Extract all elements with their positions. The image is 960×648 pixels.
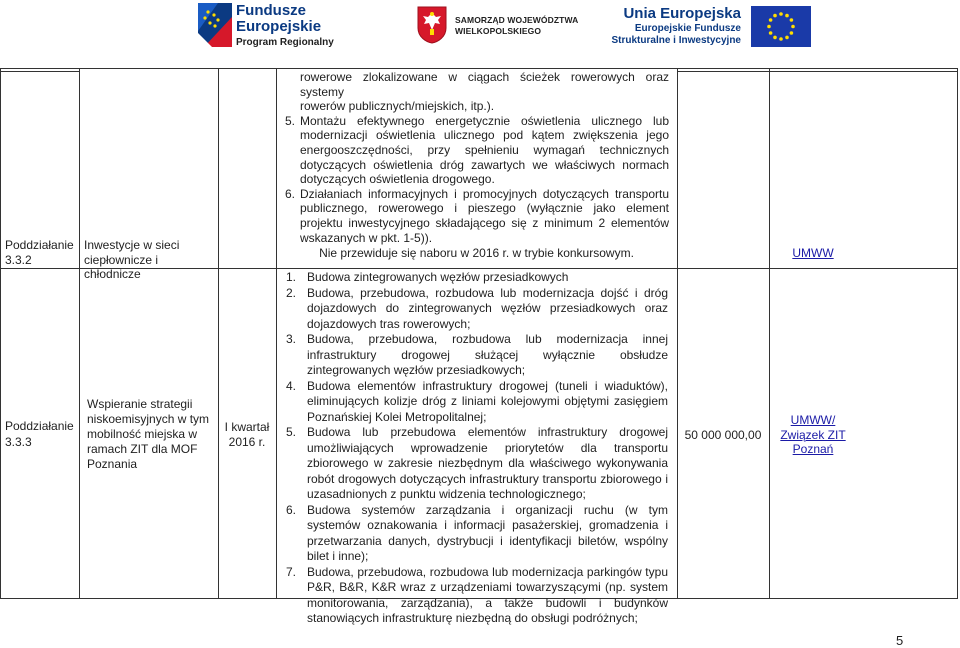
row-333-label-line2: 3.3.3 <box>5 434 32 449</box>
row-332-institution-link[interactable]: UMWW <box>792 246 834 260</box>
row-332-title <box>84 238 217 282</box>
row-333-items <box>286 270 668 627</box>
logo-header <box>0 0 960 58</box>
intro-line2: rowerów publicznych/miejskich, itp.). <box>300 99 495 114</box>
row-333-date <box>218 420 276 449</box>
eu-flag-icon <box>751 6 811 47</box>
row-333-title-line1: Wspieranie strategii <box>87 397 193 411</box>
ue-line1: Unia Europejska <box>623 5 741 22</box>
row-333-title-line3: mobilność miejska w <box>87 427 198 441</box>
row-333-date-line1: I kwartał <box>224 420 270 434</box>
ue-line2: Europejskie Fundusze <box>634 23 741 34</box>
row-332-title-line2: ciepłownicze i chłodnicze <box>84 252 159 281</box>
row-333-title <box>87 397 217 472</box>
row-333-label <box>5 419 79 449</box>
top-item-6-text: Działaniach informacyjnych i promocyjnych dotyczących transportu publicznego, rowerowego i pieszego (wyłącznie jako element projektu inwestycyjnego składającego się z minimum 2 elementów wskazanych w pkt. 1-5)). <box>300 186 669 245</box>
sw-line1: SAMORZĄD WOJEWÓDZTWA <box>455 15 579 25</box>
fe-line3: Program Regionalny <box>236 37 334 48</box>
unia-europejska-text <box>612 5 742 47</box>
fe-line1: Fundusze <box>236 2 306 19</box>
ue-line3: Strukturalne i Inwestycyjne <box>611 35 741 46</box>
page-number: 5 <box>896 633 904 648</box>
fundusze-europejskie-text <box>236 3 334 49</box>
row-333-institution-link-1[interactable]: UMWW/ <box>790 413 836 427</box>
fundusze-europejskie-logo-icon <box>198 3 232 47</box>
row-333-amount: 50 000 000,00 <box>684 428 762 442</box>
row-333-date-line2: 2016 r. <box>228 434 266 449</box>
list-item: 7. Budowa, przebudowa, rozbudowa lub modernizacja parkingów typu P&R, B&R, K&R wraz z urządzeniami towarzyszącymi (np. system monitorowania, zarządzania), a także budowli i budynków stanowiących infrastrukturę niezbędną do obsługi podróżnych; <box>286 564 668 625</box>
row-332-label-line2: 3.3.2 <box>5 252 32 267</box>
row-332-label-line1: Poddziałanie <box>5 238 74 252</box>
row-333-title-line2: niskoemisyjnych w tym <box>87 412 210 426</box>
row-333-title-line5: Poznania <box>87 457 138 471</box>
list-item: 6. Budowa systemów zarządzania i organizacji ruchu (w tym systemów oznakowania i informacji pasażerskiej, gromadzenia i przetwarzania danych, dystrybucji i identyfikacji biletów, wspólny bilet i inne); <box>286 502 668 563</box>
list-item: 5. Budowa lub przebudowa elementów infrastruktury drogowej umożliwiających wprowadzenie priorytetów dla transportu zbiorowego w zakresie niezbędnym dla właściwego wykonywania robót drogowych dotyczących infrastruktury transportu zbiorowego i uzasadnionych z punktu widzenia technologicznego; <box>286 425 668 501</box>
list-item: 4. Budowa elementów infrastruktury drogowej (tuneli i wiaduktów), eliminujących kolizje dróg z liniami kolejowymi objętymi zasięgiem Poznańskiej Kolei Metropolitalnej; <box>286 378 668 424</box>
row-332-title-line1: Inwestycje w sieci <box>84 238 180 252</box>
top-item-6-num: 6. <box>285 186 296 201</box>
list-item: 1. Budowa zintegrowanych węzłów przesiadkowych <box>286 270 569 284</box>
row-332-note: Nie przewiduje się naboru w 2016 r. w trybie konkursowym. <box>319 246 634 260</box>
samorzad-text <box>455 15 578 37</box>
row-333-institution-link-3[interactable]: Poznań <box>792 442 834 456</box>
list-item: 3. Budowa, przebudowa, rozbudowa lub modernizacja innej infrastruktury drogowej służącej wyłącznie obsłudze zintegrowanych węzłów przesiadkowych; <box>286 332 668 377</box>
top-item-5-text: Montażu efektywnego energetycznie oświetlenia ulicznego lub modernizacji oświetlenia ulicznego pod kątem zwiększenia jego energooszczędności, przy spełnieniu wymagań technicznych dotyczących oświetlenia dróg zawartych we właściwych normach dotyczących oświetlenia drogowego. <box>300 113 669 187</box>
row-332-label <box>5 238 79 267</box>
wielkopolska-crest-icon <box>417 6 447 44</box>
intro-line1: rowerowe zlokalizowane w ciągach ścieżek rowerowych oraz systemy <box>300 70 669 99</box>
list-item: 2. Budowa, przebudowa, rozbudowa lub modernizacja dojść i dróg dojazdowych do zintegrowanych węzłów przesiadkowych oraz dojazdowych tras rowerowych; <box>286 285 668 331</box>
row-333-label-line1: Poddziałanie <box>5 419 74 433</box>
top-item-5-num: 5. <box>285 113 296 128</box>
row-333-institution-link-2[interactable]: Związek ZIT <box>780 427 846 442</box>
row-333-institution <box>769 413 857 457</box>
sw-line2: WIELKOPOLSKIEGO <box>455 26 542 36</box>
row-333-title-line4: ramach ZIT dla MOF <box>87 442 198 456</box>
top-item-5 <box>285 114 669 187</box>
top-continuation <box>285 70 669 245</box>
fe-line2: Europejskie <box>236 18 322 35</box>
top-item-6 <box>285 187 669 245</box>
